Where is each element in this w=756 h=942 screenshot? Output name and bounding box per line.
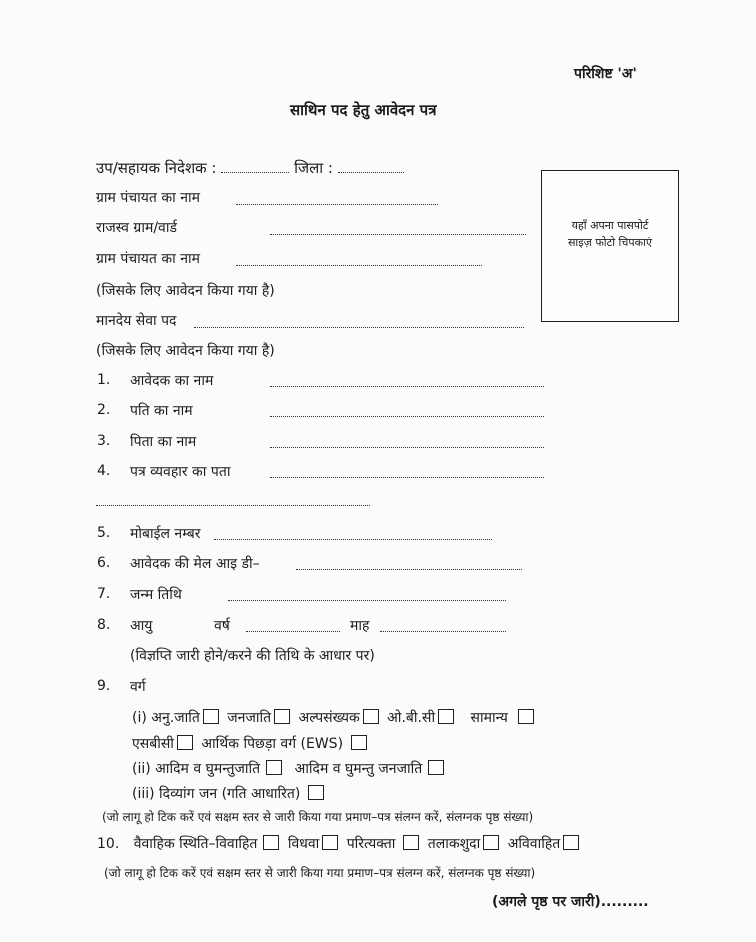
honorarium-post-field[interactable]: [194, 327, 524, 328]
date-of-birth-label: जन्म तिथि: [130, 587, 182, 603]
mobile-number-field[interactable]: [214, 539, 492, 540]
item-number-7: 7.: [97, 586, 111, 602]
honorarium-post-label: मानदेय सेवा पद: [96, 313, 177, 329]
age-months-field[interactable]: [380, 631, 506, 632]
sbc-checkbox[interactable]: [177, 735, 193, 750]
item-number-9: 9.: [97, 678, 111, 694]
age-basis-note: (विज्ञप्ति जारी होने/करने की तिथि के आधार पर): [130, 648, 375, 664]
email-id-field[interactable]: [296, 569, 522, 570]
attachment-note-1: (जो लागू हो टिक करें एवं सक्षम स्तर से जारी किया गया प्रमाण–पत्र संलग्न करें, संलग्नक पृष्ठ संख्या): [102, 810, 534, 824]
age-months-label: माह: [350, 618, 370, 634]
district-field[interactable]: [338, 171, 404, 173]
form-title: साथिन पद हेतु आवेदन पत्र: [290, 101, 437, 119]
item-number-2: 2.: [97, 402, 111, 418]
sc-checkbox[interactable]: [203, 709, 219, 724]
married-label: वैवाहिक स्थिति–विवाहित: [133, 836, 258, 852]
address-field-line-1[interactable]: [270, 477, 544, 478]
disabled-checkbox[interactable]: [308, 785, 324, 800]
husband-name-field[interactable]: [270, 416, 544, 417]
category-label: वर्ग: [130, 679, 146, 695]
divorced-checkbox[interactable]: [483, 835, 499, 850]
abandoned-label: परित्यक्ता: [346, 836, 396, 852]
obc-label: ओ.बी.सी: [387, 710, 436, 726]
item-number-1: 1.: [97, 372, 111, 388]
age-years-label: वर्ष: [214, 618, 230, 634]
husband-name-label: पति का नाम: [130, 403, 193, 419]
father-name-field[interactable]: [270, 447, 544, 448]
gram-panchayat-field-1[interactable]: [236, 204, 438, 205]
photo-instructions: [542, 217, 678, 251]
widow-checkbox[interactable]: [322, 835, 338, 850]
item-number-6: 6.: [97, 555, 111, 571]
sc-label: अनु.जाति: [151, 710, 200, 726]
applicant-name-field[interactable]: [270, 386, 544, 387]
photo-instruction-line-2: साइज़ फोटो चिपकाएं: [567, 236, 653, 249]
st-label: जनजाति: [227, 710, 272, 726]
item-number-10: 10.: [97, 836, 120, 852]
category-row-4-prefix: (iii): [132, 786, 155, 802]
address-field-line-2[interactable]: [96, 505, 370, 506]
marital-status-row: [97, 834, 583, 853]
revenue-village-field[interactable]: [270, 234, 526, 235]
category-row-3: [132, 759, 448, 778]
district-label: जिला :: [294, 159, 333, 177]
gram-panchayat-field-2[interactable]: [236, 265, 482, 266]
father-name-label: पिता का नाम: [130, 434, 197, 450]
divorced-label: तलाकशुदा: [427, 836, 481, 852]
category-row-2: [132, 734, 371, 753]
photo-placeholder-box[interactable]: [541, 170, 679, 322]
continued-next-page: (अगले पृष्ठ पर जारी).........: [492, 894, 649, 910]
item-number-3: 3.: [97, 433, 111, 449]
deputy-director-field[interactable]: [221, 171, 289, 173]
ews-label: आर्थिक पिछड़ा वर्ग (EWS): [201, 736, 344, 752]
abandoned-checkbox[interactable]: [403, 835, 419, 850]
age-label: आयु: [130, 618, 153, 634]
category-row-3-prefix: (ii): [132, 761, 151, 777]
minority-label: अल्पसंख्यक: [298, 710, 360, 726]
ews-checkbox[interactable]: [351, 735, 367, 750]
deputy-director-label: [96, 158, 404, 178]
revenue-village-label: राजस्व ग्राम/वार्ड: [96, 220, 177, 236]
unmarried-label: अविवाहित: [507, 836, 561, 852]
item-number-5: 5.: [97, 525, 111, 541]
age-years-field[interactable]: [246, 631, 340, 632]
unmarried-checkbox[interactable]: [563, 835, 579, 850]
correspondence-address-label: पत्र व्यवहार का पता: [130, 464, 231, 480]
applied-for-note-1: (जिसके लिए आवेदन किया गया है): [96, 283, 275, 299]
category-row-1-prefix: (i): [132, 710, 147, 726]
widow-label: विधवा: [287, 836, 320, 852]
mobile-number-label: मोबाईल नम्बर: [130, 526, 201, 542]
sbc-label: एसबीसी: [132, 736, 174, 752]
attachment-note-2: (जो लागू हो टिक करें एवं सक्षम स्तर से जारी किया गया प्रमाण–पत्र संलग्न करें, संलग्नक पृष्ठ संख्या): [104, 866, 536, 880]
disabled-label: दिव्यांग जन (गति आधारित): [159, 786, 301, 802]
gram-panchayat-label-1: ग्राम पंचायत का नाम: [96, 190, 200, 206]
st-checkbox[interactable]: [274, 709, 290, 724]
category-row-4: [132, 784, 328, 803]
email-id-label: आवेदक की मेल आइ डी–: [130, 556, 260, 572]
item-number-4: 4.: [97, 463, 111, 479]
minority-checkbox[interactable]: [363, 709, 379, 724]
general-checkbox[interactable]: [518, 709, 534, 724]
deputy-director-text: उप/सहायक निदेशक :: [96, 159, 217, 177]
category-row-1: [132, 708, 538, 727]
married-checkbox[interactable]: [263, 835, 279, 850]
applied-for-note-2: (जिसके लिए आवेदन किया गया है): [96, 343, 275, 359]
applicant-name-label: आवेदक का नाम: [130, 373, 214, 389]
primitive-nomadic-label: आदिम व घुमन्तुजाति: [155, 761, 261, 777]
gram-panchayat-label-2: ग्राम पंचायत का नाम: [96, 251, 200, 267]
primitive-nomadic-tribe-label: आदिम व घुमन्तु जनजाति: [294, 761, 423, 777]
photo-instruction-line-1: यहाँ अपना पासपोर्ट: [571, 219, 649, 232]
annexure-label: परिशिष्ट 'अ': [574, 66, 637, 82]
primitive-nomadic-checkbox[interactable]: [266, 760, 282, 775]
item-number-8: 8.: [97, 617, 111, 633]
date-of-birth-field[interactable]: [228, 600, 506, 601]
obc-checkbox[interactable]: [438, 709, 454, 724]
primitive-nomadic-tribe-checkbox[interactable]: [428, 760, 444, 775]
general-label: सामान्य: [470, 710, 508, 726]
